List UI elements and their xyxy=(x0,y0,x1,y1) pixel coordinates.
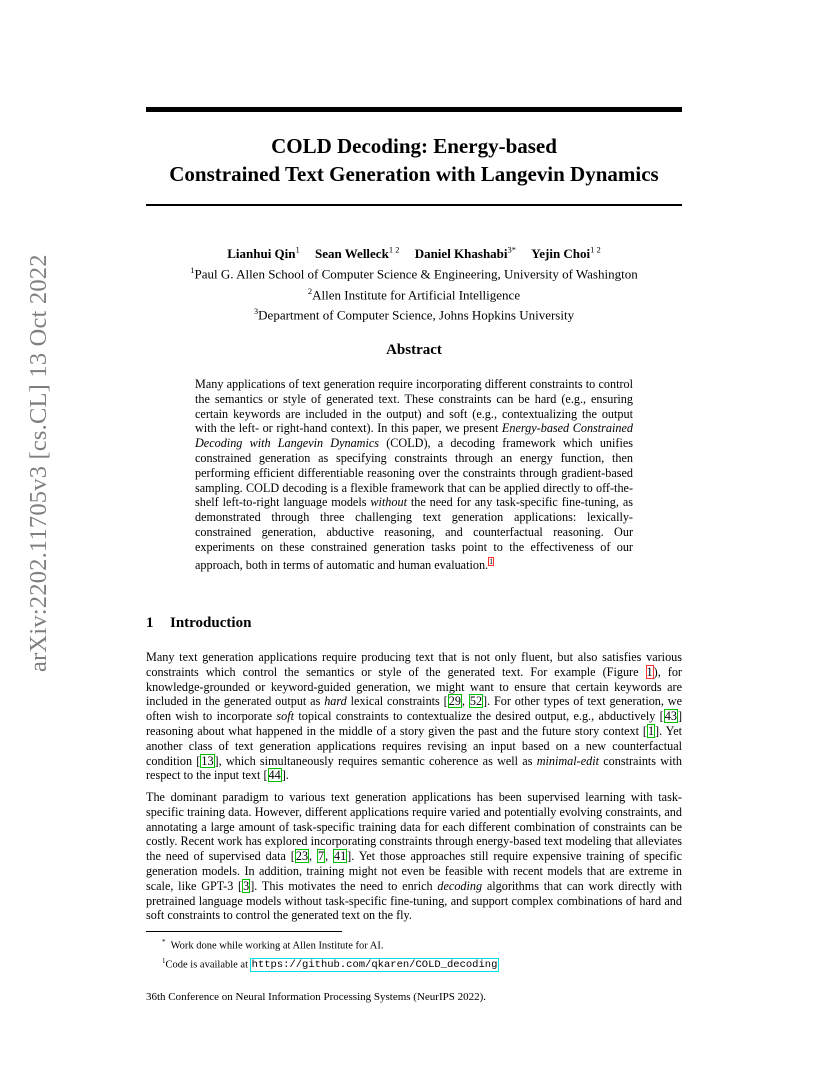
footnote-rule xyxy=(146,931,342,932)
figure-link[interactable]: 1 xyxy=(646,664,653,679)
footnote-star: * Work done while working at Allen Institute for AI. xyxy=(162,938,384,952)
title-bottom-rule xyxy=(146,204,682,206)
footnote-code: $^1$Code is available at https://github.com/qkaren/COLD_decoding xyxy=(162,956,498,971)
citation-link[interactable]: 1 xyxy=(647,723,655,738)
intro-paragraph-1: Many text generation applications require producing text that is not only fluent, but also satisfies various constraints which control the semantics or style of the generated text. For example (Figure 1), for knowledge-grounded or keyword-guided generation, we might want to ensure that certain keywords are included in the generated output as hard lexical constraints [29, 52]. For other types of text generation, we often wish to incorporate soft topical constraints to contextualize the desired output, e.g., abductively [43] reasoning about what happened in the middle of a story given the past and the future story context [1]. Yet another class of text generation applications requires revising an input based on a new counterfactual condition [13], which simultaneously requires semantic coherence as well as minimal-edit constraints with respect to the input text [44]. xyxy=(146,650,683,783)
citation-link[interactable]: 7 xyxy=(317,849,325,864)
citation-link[interactable]: 44 xyxy=(268,768,281,783)
citation-link[interactable]: 43 xyxy=(664,709,677,724)
section-heading: 1 Introduction xyxy=(146,615,252,631)
author-block xyxy=(146,242,682,323)
affiliation: $^2$Allen Institute for Artificial Intelligence xyxy=(307,285,521,302)
author: Lianhui Qin$^1$ xyxy=(227,245,300,262)
title-line-2: Constrained Text Generation with Langevin Dynamics xyxy=(169,162,659,186)
author-names xyxy=(146,242,682,262)
footnotes xyxy=(146,935,682,972)
citation-link[interactable]: 41 xyxy=(333,849,347,864)
title-line-1: COLD Decoding: Energy-based xyxy=(271,134,557,158)
footnote-link[interactable]: 1 xyxy=(489,556,494,566)
conference-notice: 36th Conference on Neural Information Processing Systems (NeurIPS 2022). xyxy=(146,991,487,1003)
abstract-text: Many applications of text generation require incorporating different constraints to control the semantics or style of generated text. These constraints can be hard (e.g., ensuring certain keywords are included in the output) and soft (e.g., contextualizing the output with the left- or right-hand context). In this paper, we present Energy-based Constrained Decoding with Langevin Dynamics (COLD), a decoding framework which unifies constrained generation as specifying constraints through an energy function, then performing efficient differentiable reasoning over the constraints through gradient-based sampling. COLD decoding is a flexible framework that can be applied directly to off-the-shelf left-to-right language models without the need for any task-specific fine-tuning, as demonstrated through three challenging text generation applications: lexically-constrained generation, abductive reasoning, and counterfactual reasoning. Our experiments on these constrained generation tasks point to the effectiveness of our approach, both in terms of automatic and human evaluation.$^1$ xyxy=(195,377,633,572)
paper-title xyxy=(146,132,682,188)
arxiv-sidebar-id: arXiv:2202.11705v3 [cs.CL] 13 Oct 2022 xyxy=(25,254,52,672)
citation-link[interactable]: 3 xyxy=(243,878,250,893)
affiliation: $^3$Department of Computer Science, Johns Hopkins University xyxy=(253,305,575,323)
citation-link[interactable]: 13 xyxy=(201,753,214,768)
title-top-rule xyxy=(146,107,682,112)
author: Yejin Choi$^{1 2}$ xyxy=(531,245,601,262)
citation-link[interactable]: 52 xyxy=(469,694,483,709)
affiliation: $^1$Paul G. Allen School of Computer Science & Engineering, University of Washington xyxy=(190,265,638,282)
code-url-link[interactable]: https://github.com/qkaren/COLD_decoding xyxy=(251,959,498,971)
citation-link[interactable]: 29 xyxy=(448,694,461,709)
author: Sean Welleck$^{1 2}$ xyxy=(315,245,400,262)
intro-paragraph-2: The dominant paradigm to various text generation applications has been supervised learning with task-specific training data. However, different applications require varied and potentially evolving constraints, and annotating a large amount of task-specific training data for each different combination of constraints can be costly. Recent work has explored incorporating constraints through energy-based text modeling that alleviates the need of supervised data [23, 7, 41]. Yet those approaches still require expensive training of specific generation models. In addition, training might not even be feasible with recent models that are extreme in scale, like GPT-3 [3]. This motivates the need to enrich decoding algorithms that can work directly with pretrained language models without task-specific fine-tuning, and support complex combinations of hard and soft constraints to control the generated text on the fly. xyxy=(146,790,683,923)
citation-link[interactable]: 23 xyxy=(295,849,309,864)
author: Daniel Khashabi$^{3*}$ xyxy=(414,245,517,262)
abstract-heading: Abstract xyxy=(386,342,442,358)
